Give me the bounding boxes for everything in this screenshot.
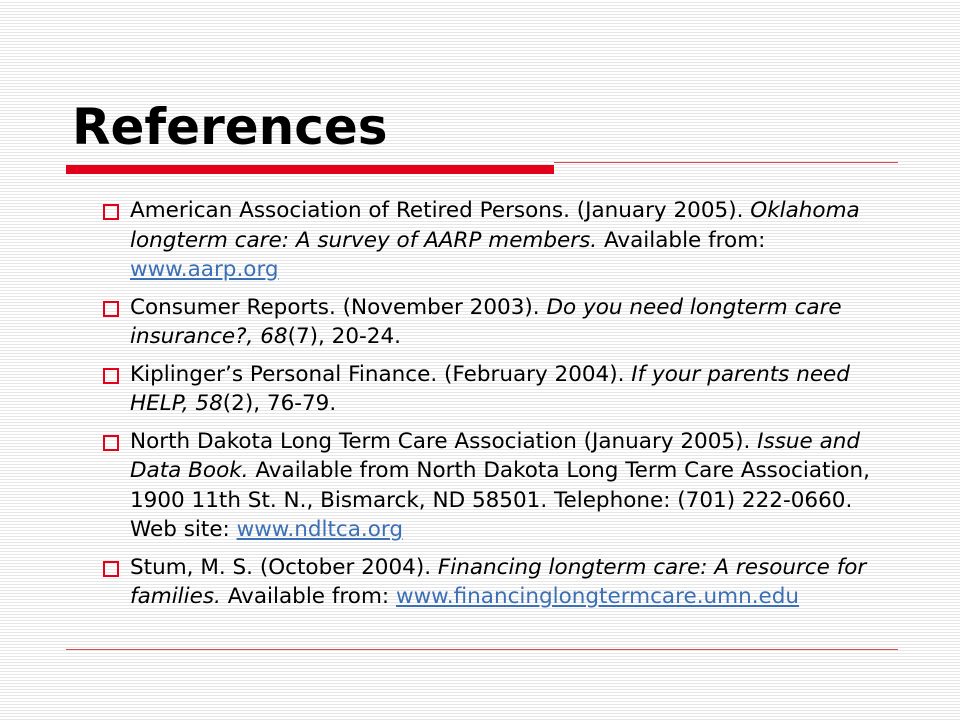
square-bullet-icon xyxy=(103,368,119,384)
reference-details: Available from: xyxy=(597,227,766,253)
title-underline-accent xyxy=(66,165,554,174)
reference-item-aarp xyxy=(103,196,903,285)
reference-title: If your parents need HELP, 58 xyxy=(130,361,850,416)
reference-details: Available from North Dakota Long Term Care Association, 1900 11th St. N., Bismarck, ND 58501. Telephone: (701) 222-0660. Web site: xyxy=(130,458,871,542)
reference-details: (2), 76-79. xyxy=(222,391,337,416)
reference-item-ndltca xyxy=(103,427,903,545)
footer-rule xyxy=(66,649,898,650)
reference-title: Issue and Data Book. xyxy=(130,428,861,483)
reference-author: Stum, M. S. (October 2004). xyxy=(130,554,438,580)
reference-details: (7), 20-24. xyxy=(287,324,401,349)
square-bullet-icon xyxy=(103,561,119,577)
title-underline-thin xyxy=(554,162,898,163)
square-bullet-icon xyxy=(103,204,119,220)
square-bullet-icon xyxy=(103,435,119,451)
reference-link[interactable]: www.aarp.org xyxy=(130,257,279,282)
slide-title: References xyxy=(72,98,388,156)
reference-details: Available from: xyxy=(220,584,396,609)
reference-title: Oklahoma longterm care: A survey of AARP members. xyxy=(130,198,860,253)
reference-author: Consumer Reports. (November 2003). xyxy=(130,294,547,320)
reference-item-stum xyxy=(103,553,903,612)
reference-author: American Association of Retired Persons. (January 2005). xyxy=(130,198,751,223)
reference-item-consumer-reports xyxy=(103,293,903,352)
square-bullet-icon xyxy=(103,301,119,317)
reference-author: Kiplinger’s Personal Finance. (February 2004). xyxy=(130,361,632,387)
reference-author: North Dakota Long Term Care Association (January 2005). xyxy=(130,428,758,454)
reference-title: Do you need longterm care insurance?, 68 xyxy=(130,294,842,349)
reference-link[interactable]: www.ndltca.org xyxy=(236,517,404,542)
reference-link[interactable]: www.financinglongtermcare.umn.edu xyxy=(395,584,800,609)
reference-item-kiplinger xyxy=(103,360,903,419)
reference-list xyxy=(103,196,903,620)
reference-title: Financing longterm care: A resource for families. xyxy=(130,554,867,609)
